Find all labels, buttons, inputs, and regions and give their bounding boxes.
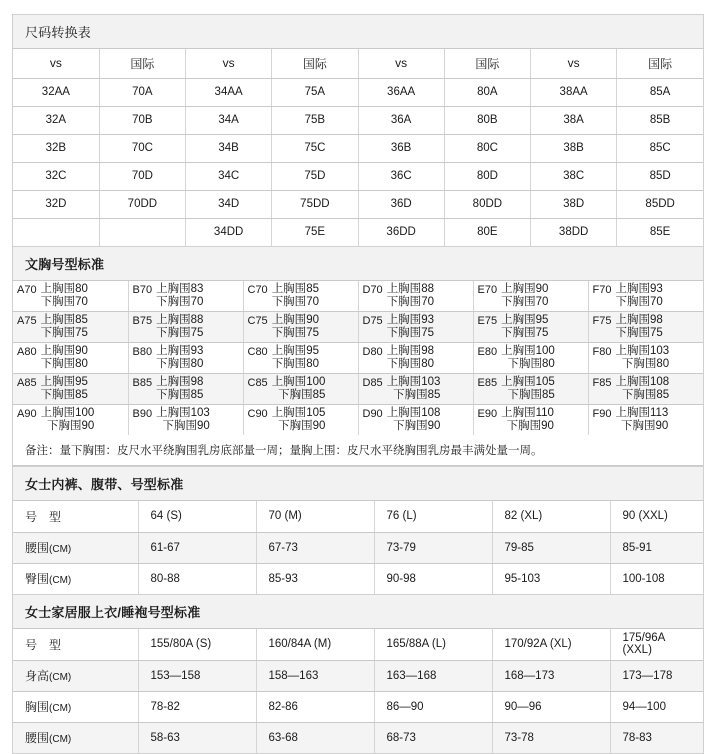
conversion-cell: 80E — [444, 218, 530, 246]
bra-cell — [473, 312, 588, 343]
underwear-cell: 100-108 — [622, 572, 665, 585]
conversion-title: 尺码转换表 — [13, 15, 703, 49]
conversion-cell: 80A — [444, 78, 530, 106]
bra-lower: 下胸围75 — [615, 327, 663, 339]
conversion-panel — [12, 14, 704, 246]
underwear-cell: 64 (S) — [138, 501, 256, 532]
bra-lower: 下胸围75 — [271, 327, 319, 339]
bra-upper: 上胸围100 — [40, 407, 95, 419]
bra-lower: 下胸围90 — [46, 420, 95, 432]
underwear-cell: 95-103 — [492, 563, 610, 594]
conversion-cell: 80C — [444, 134, 530, 162]
conversion-cell-empty — [13, 218, 99, 246]
bra-measurement-note: 备注：量下胸围：皮尺水平绕胸围乳房底部量一周；量胸上围：皮尺水平绕胸围乳房最丰满处量一周。 — [13, 435, 703, 466]
bra-upper: 上胸围95 — [501, 314, 549, 326]
bra-code: D90 — [362, 408, 383, 420]
bra-code: C70 — [247, 284, 268, 296]
bra-code: E90 — [477, 408, 498, 420]
table-row — [13, 343, 703, 374]
homewear-cell: 158—163 — [256, 660, 374, 691]
conversion-cell: 75DD — [272, 190, 358, 218]
conversion-cell: 70B — [99, 106, 185, 134]
bra-cell — [358, 312, 473, 343]
bra-cell — [243, 281, 358, 312]
bra-upper: 上胸围110 — [501, 407, 554, 419]
bra-upper: 上胸围98 — [386, 345, 434, 357]
bra-code: D70 — [362, 284, 383, 296]
bra-upper: 上胸围85 — [40, 314, 88, 326]
conversion-cell-empty — [99, 218, 185, 246]
bra-upper: 上胸围90 — [501, 283, 549, 295]
underwear-cell: 85-93 — [256, 563, 374, 594]
bra-lower: 下胸围75 — [40, 327, 88, 339]
bra-lower: 下胸围90 — [278, 420, 326, 432]
conversion-cell: 85E — [649, 226, 671, 239]
row-label: 臀围(CM) — [13, 563, 138, 594]
bra-code: C85 — [247, 377, 268, 389]
bra-code: B85 — [132, 377, 153, 389]
homewear-table-body — [13, 629, 703, 753]
bra-upper: 上胸围83 — [156, 283, 204, 295]
homewear-cell: 163—168 — [374, 660, 492, 691]
bra-lower: 下胸围75 — [156, 327, 204, 339]
conversion-header-row — [13, 49, 703, 78]
conversion-cell: 75D — [272, 162, 358, 190]
bra-lower: 下胸围80 — [271, 358, 319, 370]
conversion-header-cell: vs — [186, 49, 272, 78]
bra-lower: 下胸围80 — [386, 358, 434, 370]
conversion-cell: 36DD — [358, 218, 444, 246]
bra-upper: 上胸围100 — [271, 376, 326, 388]
bra-cell — [128, 343, 243, 374]
bra-upper: 上胸围98 — [156, 376, 204, 388]
table-row — [13, 660, 703, 691]
bra-code: C75 — [247, 315, 268, 327]
row-label: 胸围(CM) — [13, 691, 138, 722]
conversion-table — [13, 49, 703, 246]
homewear-cell: 94—100 — [610, 691, 703, 722]
bra-code: F85 — [592, 377, 612, 389]
bra-code: C90 — [247, 408, 268, 420]
bra-upper: 上胸围93 — [386, 314, 434, 326]
bra-lower: 下胸围85 — [507, 389, 555, 401]
conversion-cell: 34DD — [186, 218, 272, 246]
bra-code: B75 — [132, 315, 153, 327]
bra-upper: 上胸围105 — [501, 376, 555, 388]
underwear-cell: 61-67 — [138, 532, 256, 563]
bra-cell — [243, 343, 358, 374]
bra-lower: 下胸围80 — [621, 358, 670, 370]
homewear-cell: 58-63 — [138, 722, 256, 753]
bra-upper: 上胸围90 — [271, 314, 319, 326]
row-label: 身高(CM) — [13, 660, 138, 691]
conversion-cell: 85D — [617, 162, 703, 190]
conversion-cell: 34B — [186, 134, 272, 162]
bra-lower: 下胸围80 — [156, 358, 204, 370]
bra-code: A90 — [17, 408, 37, 420]
homewear-panel — [12, 594, 704, 754]
bra-upper: 上胸围95 — [271, 345, 319, 357]
bra-cell — [588, 343, 703, 374]
table-row — [13, 563, 703, 594]
bra-lower: 下胸围80 — [507, 358, 555, 370]
row-label: 腰围(CM) — [13, 532, 138, 563]
bra-code: E70 — [477, 284, 498, 296]
bra-title: 文胸号型标准 — [13, 247, 703, 281]
conversion-cell: 32AA — [13, 78, 99, 106]
table-row — [13, 374, 703, 405]
homewear-cell: 173—178 — [610, 660, 703, 691]
bra-code: A85 — [17, 377, 37, 389]
bra-code: F70 — [592, 284, 612, 296]
bra-upper: 上胸围103 — [386, 376, 441, 388]
conversion-cell: 36AA — [358, 78, 444, 106]
bra-upper: 上胸围93 — [615, 283, 663, 295]
bra-cell — [358, 374, 473, 405]
bra-upper: 上胸围108 — [386, 407, 441, 419]
conversion-cell: 38B — [531, 134, 617, 162]
bra-upper: 上胸围108 — [615, 376, 670, 388]
conversion-cell: 32A — [13, 106, 99, 134]
underwear-cell: 73-79 — [374, 532, 492, 563]
bra-code: A75 — [17, 315, 37, 327]
conversion-cell: 34AA — [186, 78, 272, 106]
conversion-table-body — [13, 49, 703, 246]
homewear-cell: 82-86 — [256, 691, 374, 722]
bra-lower: 下胸围90 — [506, 420, 554, 432]
conversion-header-cell: vs — [531, 49, 617, 78]
bra-upper: 上胸围105 — [271, 407, 326, 419]
table-row — [13, 691, 703, 722]
bra-cell — [13, 312, 128, 343]
underwear-cell: 90-98 — [374, 563, 492, 594]
bra-code: C80 — [247, 346, 268, 358]
homewear-cell: 160/84A (M) — [256, 629, 374, 660]
bra-upper: 上胸围103 — [156, 407, 210, 419]
bra-panel — [12, 246, 704, 466]
bra-table-body — [13, 281, 703, 435]
conversion-header-cell: 国际 — [99, 49, 185, 78]
bra-cell — [358, 343, 473, 374]
bra-cell — [243, 374, 358, 405]
conversion-cell: 80B — [444, 106, 530, 134]
bra-upper: 上胸围90 — [40, 345, 88, 357]
conversion-cell: 36D — [358, 190, 444, 218]
table-row — [13, 162, 703, 190]
row-label: 腰围(CM) — [13, 722, 138, 753]
homewear-cell: 153—158 — [138, 660, 256, 691]
bra-code: D80 — [362, 346, 383, 358]
table-row — [13, 106, 703, 134]
bra-table — [13, 281, 703, 435]
conversion-cell: 34A — [186, 106, 272, 134]
bra-lower: 下胸围70 — [386, 296, 434, 308]
conversion-cell: 38A — [531, 106, 617, 134]
bra-cell — [588, 281, 703, 312]
bra-code: F90 — [592, 408, 612, 420]
underwear-cell: 82 (XL) — [492, 501, 610, 532]
conversion-cell: 32C — [13, 162, 99, 190]
table-row — [13, 629, 703, 660]
bra-cell — [473, 374, 588, 405]
homewear-title: 女士家居服上衣/睡袍号型标准 — [13, 595, 703, 629]
bra-code: B90 — [132, 408, 153, 420]
conversion-cell: 75C — [272, 134, 358, 162]
bra-cell — [13, 405, 128, 436]
conversion-cell: 80D — [444, 162, 530, 190]
underwear-cell: 70 (M) — [256, 501, 374, 532]
bra-upper: 上胸围95 — [40, 376, 88, 388]
table-row — [13, 532, 703, 563]
conversion-cell: 34C — [186, 162, 272, 190]
conversion-cell: 38DD — [531, 218, 617, 246]
underwear-table — [13, 501, 703, 594]
homewear-cell: 155/80A (S) — [138, 629, 256, 660]
conversion-cell: 75A — [272, 78, 358, 106]
homewear-cell: 68-73 — [374, 722, 492, 753]
bra-lower: 下胸围70 — [615, 296, 663, 308]
table-row — [13, 218, 703, 246]
row-label: 号 型 — [13, 629, 138, 660]
bra-code: E85 — [477, 377, 498, 389]
bra-cell — [473, 281, 588, 312]
underwear-table-body — [13, 501, 703, 594]
bra-lower: 下胸围75 — [386, 327, 434, 339]
conversion-cell: 85C — [617, 134, 703, 162]
bra-code: B80 — [132, 346, 153, 358]
bra-upper: 上胸围80 — [40, 283, 88, 295]
homewear-cell: 86—90 — [374, 691, 492, 722]
bra-upper: 上胸围85 — [271, 283, 319, 295]
conversion-cell: 32B — [13, 134, 99, 162]
conversion-cell: 38AA — [531, 78, 617, 106]
bra-lower: 下胸围85 — [278, 389, 326, 401]
table-row — [13, 312, 703, 343]
bra-cell — [473, 405, 588, 436]
bra-lower: 下胸围70 — [271, 296, 319, 308]
bra-code: D75 — [362, 315, 383, 327]
conversion-cell: 36C — [358, 162, 444, 190]
table-row — [13, 190, 703, 218]
conversion-cell: 70C — [99, 134, 185, 162]
conversion-cell: 34D — [186, 190, 272, 218]
table-row — [13, 405, 703, 436]
bra-code: E75 — [477, 315, 498, 327]
bra-upper: 上胸围88 — [156, 314, 204, 326]
bra-lower: 下胸围80 — [40, 358, 88, 370]
bra-cell — [128, 374, 243, 405]
table-row — [13, 78, 703, 106]
conversion-header-cell: 国际 — [617, 49, 703, 78]
homewear-cell: 170/92A (XL) — [492, 629, 610, 660]
homewear-cell: 90—96 — [492, 691, 610, 722]
conversion-cell: 85DD — [617, 190, 703, 218]
table-row — [13, 134, 703, 162]
homewear-cell: 168—173 — [492, 660, 610, 691]
conversion-cell: 70A — [99, 78, 185, 106]
conversion-header-cell: 国际 — [272, 49, 358, 78]
bra-cell — [358, 405, 473, 436]
conversion-cell: 32D — [13, 190, 99, 218]
bra-cell — [128, 312, 243, 343]
conversion-cell: 70DD — [99, 190, 185, 218]
table-row — [13, 281, 703, 312]
conversion-cell: 70D — [99, 162, 185, 190]
underwear-panel — [12, 466, 704, 594]
bra-cell — [13, 343, 128, 374]
underwear-title: 女士内裤、腹带、号型标准 — [13, 467, 703, 501]
bra-code: A70 — [17, 284, 37, 296]
bra-code: D85 — [362, 377, 383, 389]
conversion-cell: 75E — [272, 218, 358, 246]
bra-lower: 下胸围90 — [393, 420, 441, 432]
conversion-cell: 38C — [531, 162, 617, 190]
bra-cell — [588, 312, 703, 343]
homewear-cell: 73-78 — [492, 722, 610, 753]
underwear-cell: 85-91 — [610, 532, 703, 563]
bra-cell — [13, 281, 128, 312]
bra-lower: 下胸围70 — [156, 296, 204, 308]
bra-upper: 上胸围113 — [615, 407, 669, 419]
bra-lower: 下胸围70 — [40, 296, 88, 308]
underwear-cell: 79-85 — [492, 532, 610, 563]
bra-code: F75 — [592, 315, 612, 327]
bra-upper: 上胸围88 — [386, 283, 434, 295]
bra-upper: 上胸围100 — [501, 345, 555, 357]
bra-code: A80 — [17, 346, 37, 358]
homewear-cell: 165/88A (L) — [374, 629, 492, 660]
bra-cell — [128, 405, 243, 436]
table-row — [13, 722, 703, 753]
underwear-cell: 80-88 — [138, 563, 256, 594]
row-label: 号 型 — [13, 501, 138, 532]
conversion-cell: 75B — [272, 106, 358, 134]
bra-cell — [243, 312, 358, 343]
conversion-cell: 38D — [531, 190, 617, 218]
bra-cell — [588, 374, 703, 405]
bra-code: E80 — [477, 346, 498, 358]
homewear-cell: 78-83 — [610, 722, 703, 753]
bra-cell — [588, 405, 703, 436]
conversion-cell: 36A — [358, 106, 444, 134]
bra-lower: 下胸围70 — [501, 296, 549, 308]
bra-lower: 下胸围90 — [162, 420, 210, 432]
bra-lower: 下胸围90 — [621, 420, 669, 432]
conversion-cell: 80DD — [444, 190, 530, 218]
underwear-cell: 90 (XXL) — [610, 501, 703, 532]
bra-lower: 下胸围85 — [393, 389, 441, 401]
table-row — [13, 501, 703, 532]
conversion-header-cell: 国际 — [444, 49, 530, 78]
bra-upper: 上胸围103 — [615, 345, 670, 357]
bra-lower: 下胸围85 — [40, 389, 88, 401]
conversion-cell: 85B — [617, 106, 703, 134]
bra-upper: 上胸围98 — [615, 314, 663, 326]
conversion-header-cell: vs — [358, 49, 444, 78]
bra-code: B70 — [132, 284, 153, 296]
bra-cell — [243, 405, 358, 436]
homewear-cell: 63-68 — [256, 722, 374, 753]
homewear-table — [13, 629, 703, 753]
bra-lower: 下胸围75 — [501, 327, 549, 339]
bra-lower: 下胸围85 — [621, 389, 670, 401]
underwear-cell: 76 (L) — [374, 501, 492, 532]
bra-cell — [128, 281, 243, 312]
homewear-cell: 78-82 — [138, 691, 256, 722]
conversion-cell: 36B — [358, 134, 444, 162]
conversion-header-cell: vs — [13, 49, 99, 78]
bra-lower: 下胸围85 — [156, 389, 204, 401]
bra-upper: 上胸围93 — [156, 345, 204, 357]
bra-code: F80 — [592, 346, 612, 358]
bra-cell — [473, 343, 588, 374]
bra-cell — [13, 374, 128, 405]
homewear-cell: 175/96A (XXL) — [610, 629, 703, 660]
conversion-cell: 85A — [617, 78, 703, 106]
bra-cell — [358, 281, 473, 312]
underwear-cell: 67-73 — [256, 532, 374, 563]
